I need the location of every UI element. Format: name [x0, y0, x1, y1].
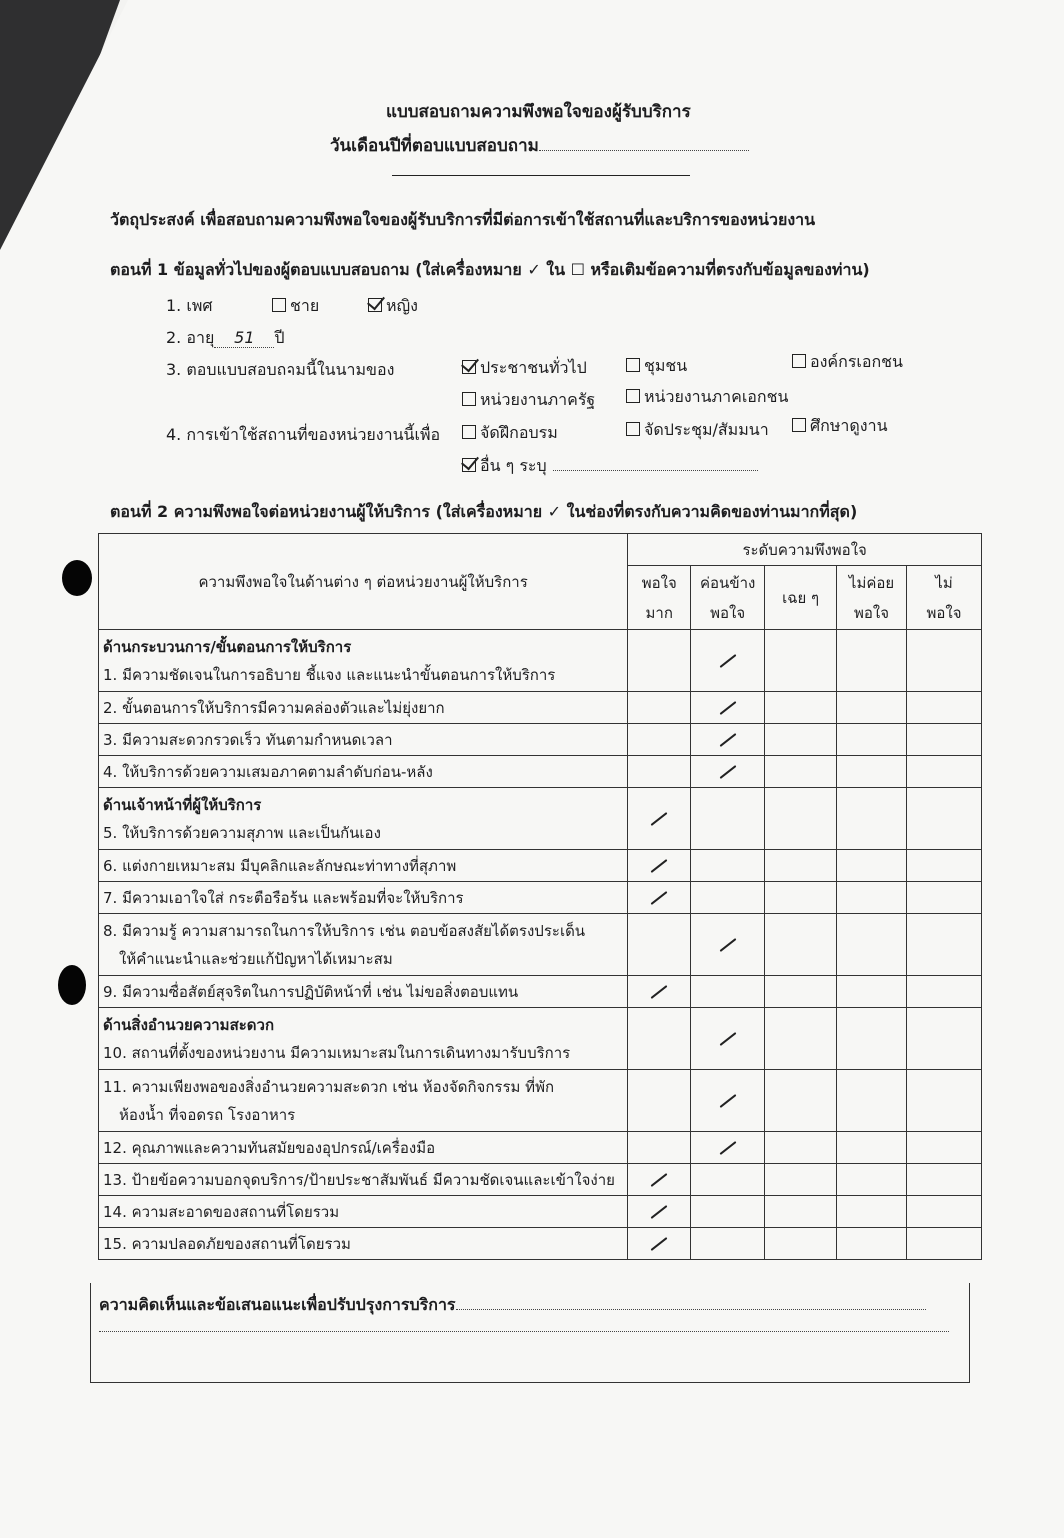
- rating-cell-5[interactable]: [907, 692, 982, 724]
- check-mark: [719, 1141, 736, 1155]
- q4-option-training[interactable]: จัดฝึกอบรม: [462, 421, 558, 446]
- q3-option-government[interactable]: หน่วยงานภาครัฐ: [462, 388, 595, 413]
- rating-cell-4[interactable]: [837, 1228, 907, 1260]
- check-mark: [719, 765, 736, 779]
- checkbox-ngo[interactable]: [792, 354, 806, 368]
- rating-cell-5[interactable]: [907, 1164, 982, 1196]
- level-header-line2: พอใจ: [854, 603, 890, 622]
- level-header-line1: เฉย ๆ: [782, 588, 820, 607]
- item-text: 13. ป้ายข้อความบอกจุดบริการ/ป้ายประชาสัมพันธ์ มีความชัดเจนและเข้าใจง่าย: [103, 1170, 615, 1189]
- rating-cell-3[interactable]: [765, 976, 837, 1008]
- item-text: 7. มีความเอาใจใส่ กระตือรือร้น และพร้อมที่จะให้บริการ: [103, 888, 464, 907]
- rating-cell-2[interactable]: [691, 756, 765, 788]
- item-text: 12. คุณภาพและความทันสมัยของอุปกรณ์/เครื่องมือ: [103, 1138, 436, 1157]
- table-row: [99, 1070, 982, 1132]
- rating-cell-1[interactable]: [628, 1008, 691, 1070]
- level-header-line2: พอใจ: [926, 603, 962, 622]
- date-blank[interactable]: [539, 150, 749, 151]
- table-row: [99, 692, 982, 724]
- rating-cell-4[interactable]: [837, 756, 907, 788]
- rating-cell-2[interactable]: [691, 788, 765, 850]
- item-text: 14. ความสะอาดของสถานที่โดยรวม: [103, 1202, 340, 1221]
- rating-cell-2[interactable]: [691, 914, 765, 976]
- rating-cell-4[interactable]: [837, 692, 907, 724]
- rating-cell-5[interactable]: [907, 850, 982, 882]
- rating-cell-4[interactable]: [837, 976, 907, 1008]
- rating-cell-3[interactable]: [765, 1196, 837, 1228]
- item-text: 3. มีความสะดวกรวดเร็ว ทันตามกำหนดเวลา: [103, 730, 393, 749]
- rating-cell-3[interactable]: [765, 630, 837, 692]
- item-cell: [99, 914, 628, 976]
- rating-cell-3[interactable]: [765, 914, 837, 976]
- item-text: 8. มีความรู้ ความสามารถในการให้บริการ เช่น ตอบข้อสงสัยได้ตรงประเด็น: [103, 921, 586, 940]
- item-cell: [99, 630, 628, 692]
- rating-cell-4[interactable]: [837, 914, 907, 976]
- rating-cell-1[interactable]: [628, 1196, 691, 1228]
- rating-cell-1[interactable]: [628, 1070, 691, 1132]
- rating-cell-3[interactable]: [765, 1228, 837, 1260]
- rating-cell-2[interactable]: [691, 1008, 765, 1070]
- rating-cell-3[interactable]: [765, 756, 837, 788]
- q1-label: 1. เพศ: [166, 296, 213, 315]
- check-mark: [651, 812, 668, 826]
- item-cell: [99, 1132, 628, 1164]
- check-mark: [651, 891, 668, 905]
- rating-cell-5[interactable]: [907, 724, 982, 756]
- rating-cell-4[interactable]: [837, 724, 907, 756]
- level-header-2: [691, 566, 765, 630]
- item-text-cont: ห้องน้ำ ที่จอดรถ โรงอาหาร: [119, 1105, 296, 1124]
- q3-option-ngo[interactable]: องค์กรเอกชน: [792, 350, 903, 375]
- rating-cell-4[interactable]: [837, 850, 907, 882]
- other-specify-field[interactable]: [553, 470, 758, 471]
- rating-cell-5[interactable]: [907, 1008, 982, 1070]
- comment-label: ความคิดเห็นและข้อเสนอแนะเพื่อปรับปรุงการบริการ: [99, 1293, 926, 1318]
- form-title: แบบสอบถามความพึงพอใจของผู้รับบริการ: [386, 102, 691, 122]
- table-header-main: ความพึงพอใจในด้านต่าง ๆ ต่อหน่วยงานผู้ให้บริการ: [99, 534, 628, 630]
- checkbox-meeting[interactable]: [626, 422, 640, 436]
- rating-cell-4[interactable]: [837, 1070, 907, 1132]
- rating-cell-1[interactable]: [628, 692, 691, 724]
- table-row: [99, 882, 982, 914]
- rating-cell-5[interactable]: [907, 1070, 982, 1132]
- level-header-line1: ไม่ค่อย: [848, 573, 895, 592]
- checkbox-government[interactable]: [462, 392, 476, 406]
- rating-cell-2[interactable]: [691, 1132, 765, 1164]
- level-header-line1: ค่อนข้าง: [700, 573, 756, 592]
- checkbox-private[interactable]: [626, 389, 640, 403]
- checkbox-community[interactable]: [626, 358, 640, 372]
- table-row: [99, 630, 982, 692]
- check-mark: [719, 938, 736, 952]
- part1-heading: ตอนที่ 1 ข้อมูลทั่วไปของผู้ตอบแบบสอบถาม (ใส่เครื่องหมาย ✓ ใน ☐ หรือเติมข้อความที่ตรงกับข้อมูลของท่าน): [110, 260, 870, 279]
- q3-option-community[interactable]: ชุมชน: [626, 354, 687, 379]
- rating-cell-4[interactable]: [837, 1164, 907, 1196]
- rating-cell-3[interactable]: [765, 692, 837, 724]
- date-line: [330, 132, 749, 159]
- check-mark: [651, 1237, 668, 1251]
- table-row: [99, 1008, 982, 1070]
- rating-cell-2[interactable]: [691, 630, 765, 692]
- item-cell: [99, 692, 628, 724]
- punch-hole-bottom: [58, 965, 86, 1005]
- rating-cell-1[interactable]: [628, 1228, 691, 1260]
- rating-cell-4[interactable]: [837, 1132, 907, 1164]
- rating-cell-1[interactable]: [628, 756, 691, 788]
- rating-cell-3[interactable]: [765, 1070, 837, 1132]
- rating-cell-5[interactable]: [907, 756, 982, 788]
- item-cell: [99, 1008, 628, 1070]
- table-row: [99, 1132, 982, 1164]
- table-row: [99, 1164, 982, 1196]
- check-mark: [651, 985, 668, 999]
- rating-cell-3[interactable]: [765, 788, 837, 850]
- rating-cell-1[interactable]: [628, 1132, 691, 1164]
- item-cell: [99, 1164, 628, 1196]
- table-row: [99, 914, 982, 976]
- comment-line-2[interactable]: [99, 1331, 949, 1332]
- table-row: [99, 1228, 982, 1260]
- rating-cell-2[interactable]: [691, 850, 765, 882]
- q2-age: 2. อายุ 51 ปี: [166, 328, 285, 347]
- item-text: 15. ความปลอดภัยของสถานที่โดยรวม: [103, 1234, 351, 1253]
- item-cell: [99, 1070, 628, 1132]
- item-text: 10. สถานที่ตั้งของหน่วยงาน มีความเหมาะสมในการเดินทางมารับบริการ: [103, 1043, 571, 1062]
- item-text: 5. ให้บริการด้วยความสุภาพ และเป็นกันเอง: [103, 823, 381, 842]
- q1-option-female[interactable]: หญิง: [368, 294, 418, 319]
- level-header-5: [907, 566, 982, 630]
- check-mark: [719, 1032, 736, 1046]
- checkbox-other[interactable]: [462, 458, 476, 472]
- rating-cell-4[interactable]: [837, 882, 907, 914]
- comment-line-1[interactable]: [456, 1309, 926, 1310]
- table-header-level-group: ระดับความพึงพอใจ: [628, 534, 982, 566]
- check-mark: [651, 859, 668, 873]
- table-body: [99, 630, 982, 1260]
- part2-heading: ตอนที่ 2 ความพึงพอใจต่อหน่วยงานผู้ให้บริการ (ใส่เครื่องหมาย ✓ ในช่องที่ตรงกับความคิดของท่านมากที่สุด): [110, 502, 858, 521]
- rating-cell-3[interactable]: [765, 1132, 837, 1164]
- table-row: [99, 1196, 982, 1228]
- check-mark: [719, 1094, 736, 1108]
- rating-cell-5[interactable]: [907, 1196, 982, 1228]
- level-header-line2: มาก: [645, 603, 673, 622]
- rating-cell-5[interactable]: [907, 788, 982, 850]
- rating-cell-2[interactable]: [691, 692, 765, 724]
- item-cell: [99, 976, 628, 1008]
- level-header-line1: พอใจ: [641, 573, 677, 592]
- rating-cell-3[interactable]: [765, 850, 837, 882]
- rating-cell-5[interactable]: [907, 1132, 982, 1164]
- rating-cell-3[interactable]: [765, 1008, 837, 1070]
- section-title: ด้านเจ้าหน้าที่ผู้ให้บริการ: [103, 795, 262, 814]
- level-header-3: [765, 566, 837, 630]
- rating-cell-2[interactable]: [691, 976, 765, 1008]
- q4-option-meeting[interactable]: จัดประชุม/สัมมนา: [626, 418, 769, 443]
- rating-cell-5[interactable]: [907, 882, 982, 914]
- rating-cell-3[interactable]: [765, 1164, 837, 1196]
- rating-cell-1[interactable]: [628, 976, 691, 1008]
- item-text: 6. แต่งกายเหมาะสม มีบุคลิกและลักษณะท่าทางที่สุภาพ: [103, 856, 457, 875]
- checkbox-public[interactable]: [462, 360, 476, 374]
- level-header-line2: พอใจ: [710, 603, 746, 622]
- table-row: [99, 850, 982, 882]
- rating-cell-5[interactable]: [907, 630, 982, 692]
- rating-cell-4[interactable]: [837, 788, 907, 850]
- rating-cell-3[interactable]: [765, 882, 837, 914]
- rating-cell-2[interactable]: [691, 1228, 765, 1260]
- item-text: 9. มีความซื่อสัตย์สุจริตในการปฏิบัติหน้าที่ เช่น ไม่ขอสิ่งตอบแทน: [103, 982, 519, 1001]
- rating-cell-5[interactable]: [907, 976, 982, 1008]
- item-cell: [99, 850, 628, 882]
- date-label: วันเดือนปีที่ตอบแบบสอบถาม: [330, 136, 539, 156]
- table-row: [99, 788, 982, 850]
- item-text: 4. ให้บริการด้วยความเสมอภาคตามลำดับก่อน-หลัง: [103, 762, 433, 781]
- checkbox-training[interactable]: [462, 425, 476, 439]
- rating-cell-1[interactable]: [628, 914, 691, 976]
- satisfaction-table: [98, 533, 982, 1260]
- q4-option-study[interactable]: ศึกษาดูงาน: [792, 414, 888, 439]
- item-cell: [99, 1196, 628, 1228]
- rating-cell-1[interactable]: [628, 850, 691, 882]
- age-field[interactable]: 51: [214, 328, 274, 348]
- q3-option-private[interactable]: หน่วยงานภาคเอกชน: [626, 385, 788, 410]
- q3-label: 3. ตอบแบบสอบถามนี้ในนามของ: [166, 360, 395, 379]
- item-cell: [99, 724, 628, 756]
- table-row: [99, 724, 982, 756]
- rating-cell-2[interactable]: [691, 724, 765, 756]
- rating-cell-5[interactable]: [907, 1228, 982, 1260]
- check-mark: [719, 733, 736, 747]
- section-title: ด้านสิ่งอำนวยความสะดวก: [103, 1015, 275, 1034]
- q3-option-public[interactable]: ประชาชนทั่วไป: [462, 356, 587, 381]
- item-text: 2. ขั้นตอนการให้บริการมีความคล่องตัวและไม่ยุ่งยาก: [103, 698, 445, 717]
- q4-label: 4. การเข้าใช้สถานที่ของหน่วยงานนี้เพื่อ: [166, 425, 441, 444]
- checkbox-study[interactable]: [792, 418, 806, 432]
- item-cell: [99, 882, 628, 914]
- rating-cell-5[interactable]: [907, 914, 982, 976]
- item-text: 11. ความเพียงพอของสิ่งอำนวยความสะดวก เช่น ห้องจัดกิจกรรม ที่พัก: [103, 1077, 555, 1096]
- check-mark: [651, 1205, 668, 1219]
- checkbox-male[interactable]: [272, 298, 286, 312]
- q1-option-male[interactable]: ชาย: [272, 294, 319, 319]
- rating-cell-3[interactable]: [765, 724, 837, 756]
- rating-cell-1[interactable]: [628, 788, 691, 850]
- item-cell: [99, 788, 628, 850]
- level-header-1: [628, 566, 691, 630]
- section-title: ด้านกระบวนการ/ขั้นตอนการให้บริการ: [103, 637, 352, 656]
- punch-hole-top: [62, 560, 92, 596]
- item-cell: [99, 756, 628, 788]
- item-text: 1. มีความชัดเจนในการอธิบาย ชี้แจง และแนะนำขั้นตอนการให้บริการ: [103, 665, 556, 684]
- title-divider: [392, 175, 690, 176]
- rating-cell-1[interactable]: [628, 724, 691, 756]
- rating-cell-4[interactable]: [837, 1008, 907, 1070]
- check-mark: [719, 654, 736, 668]
- checkbox-female[interactable]: [368, 298, 382, 312]
- table-row: [99, 756, 982, 788]
- rating-cell-4[interactable]: [837, 1196, 907, 1228]
- item-cell: [99, 1228, 628, 1260]
- objective-text: วัตถุประสงค์ เพื่อสอบถามความพึงพอใจของผู้รับบริการที่มีต่อการเข้าใช้สถานที่และบริการของหน่วยงาน: [110, 210, 816, 229]
- comment-box: [90, 1283, 970, 1383]
- level-header-line1: ไม่: [935, 573, 953, 592]
- item-text-cont: ให้คำแนะนำและช่วยแก้ปัญหาได้เหมาะสม: [119, 949, 393, 968]
- rating-cell-4[interactable]: [837, 630, 907, 692]
- rating-cell-2[interactable]: [691, 1070, 765, 1132]
- rating-cell-1[interactable]: [628, 630, 691, 692]
- rating-cell-2[interactable]: [691, 1196, 765, 1228]
- check-mark: [719, 701, 736, 715]
- rating-cell-1[interactable]: [628, 882, 691, 914]
- table-row: [99, 976, 982, 1008]
- q4-option-other[interactable]: อื่น ๆ ระบุ: [462, 454, 758, 479]
- rating-cell-2[interactable]: [691, 882, 765, 914]
- level-header-4: [837, 566, 907, 630]
- check-mark: [651, 1173, 668, 1187]
- rating-cell-1[interactable]: [628, 1164, 691, 1196]
- rating-cell-2[interactable]: [691, 1164, 765, 1196]
